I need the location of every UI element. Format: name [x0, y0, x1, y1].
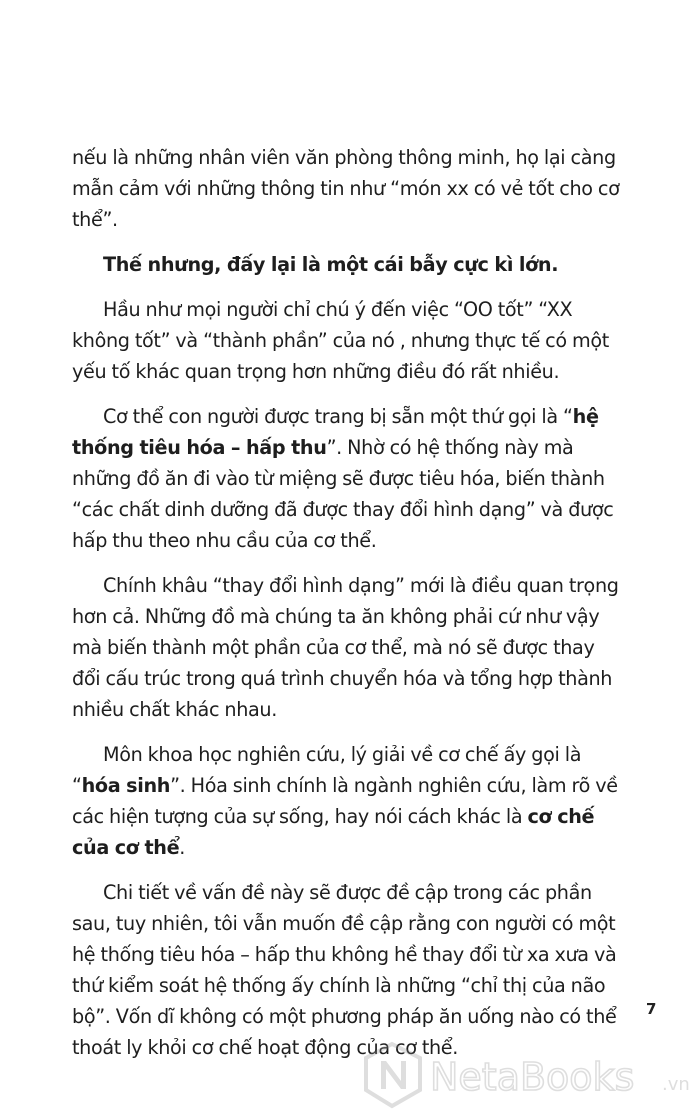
paragraph	[72, 401, 624, 556]
body-text	[72, 142, 624, 1077]
text-run: nếu là những nhân viên văn phòng thông minh, họ lại càng mẫn cảm với những thông tin như “món xx có vẻ tốt cho cơ thể”.	[72, 146, 620, 231]
watermark-brand-text: NetaBooks	[430, 1055, 635, 1099]
text-run: Cơ thể con người được trang bị sẵn một thứ gọi là “	[103, 405, 573, 428]
text-run: Môn khoa học nghiên cứu, lý giải về cơ chế ấy gọi là “	[72, 743, 582, 797]
paragraph	[72, 570, 624, 725]
paragraph	[72, 739, 624, 863]
text-run: Hầu như mọi người chỉ chú ý đến việc “OO tốt” “XX không tốt” và “thành phần” của nó , nhưng thực tế có một yếu tố khác quan trọng hơn những điều đó rất nhiều.	[72, 298, 609, 383]
text-run: ”. Nhờ có hệ thống này mà những đồ ăn đi vào từ miệng sẽ được tiêu hóa, biến thành “các chất dinh dưỡng đã được thay đổi hình dạng” và được hấp thu theo nhu cầu của cơ thể.	[72, 436, 614, 552]
netabooks-watermark	[362, 1040, 700, 1110]
text-run: ”. Hóa sinh chính là ngành nghiên cứu, làm rõ về các hiện tượng của sự sống, hay nói cách khác là	[72, 774, 618, 828]
page-number: 7	[646, 1000, 657, 1018]
text-run: .	[179, 836, 185, 859]
neta-logo-icon	[366, 1044, 420, 1106]
paragraph	[72, 142, 624, 235]
text-run: Thế nhưng, đấy lại là một cái bẫy cực kì lớn.	[103, 253, 559, 276]
paragraph	[72, 877, 624, 1063]
bold-text: hệ thống tiêu hóa – hấp thu	[72, 405, 599, 459]
paragraph	[72, 294, 624, 387]
paragraph	[72, 249, 624, 280]
bold-text: hóa sinh	[81, 774, 171, 797]
text-run: Chính khâu “thay đổi hình dạng” mới là điều quan trọng hơn cả. Những đồ mà chúng ta ăn không phải cứ như vậy mà biến thành một phần của cơ thể, mà nó sẽ được thay đổi cấu trúc trong quá trình chuyển hóa và tổng hợp thành nhiều chất khác nhau.	[72, 574, 619, 721]
watermark-domain-text: .vn	[662, 1074, 690, 1095]
bold-text: cơ chế của cơ thể	[72, 805, 595, 859]
text-run: Chi tiết về vấn đề này sẽ được đề cập trong các phần sau, tuy nhiên, tôi vẫn muốn đề cập rằng con người có một hệ thống tiêu hóa – hấp thu không hề thay đổi từ xa xưa và thứ kiểm soát hệ thống ấy chính là những “chỉ thị của não bộ”. Vốn dĩ không có một phương pháp ăn uống nào có thể thoát ly khỏi cơ chế hoạt động của cơ thể.	[72, 881, 617, 1059]
